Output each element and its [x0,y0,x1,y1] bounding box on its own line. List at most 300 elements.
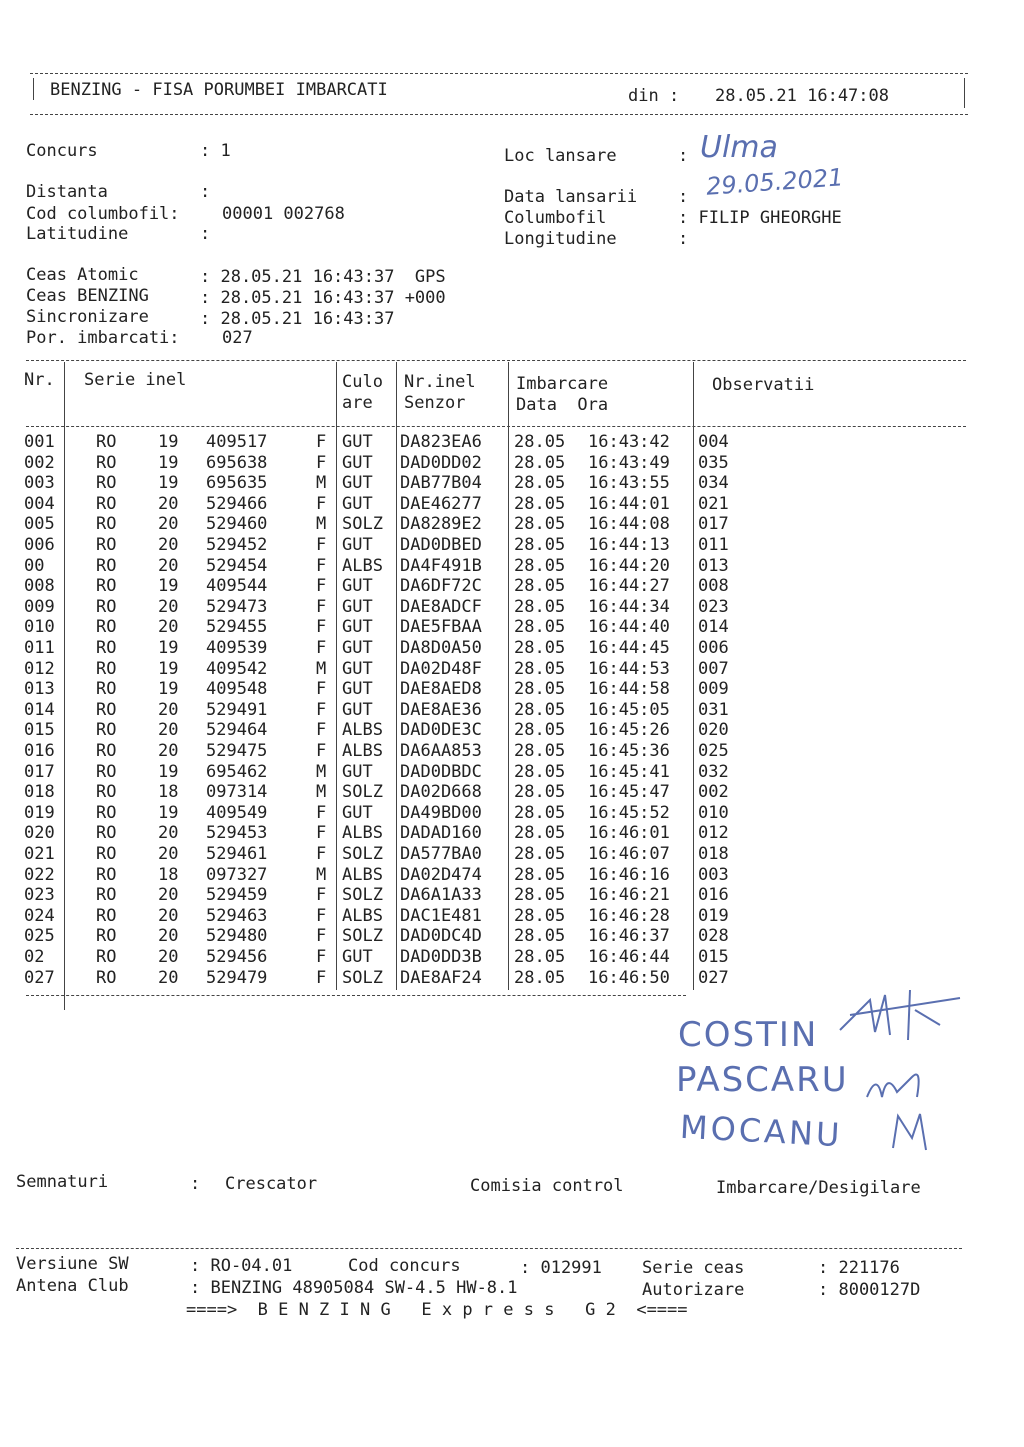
cell-culoare: SOLZ [342,514,383,535]
cell-inel: 529452 [206,535,268,555]
cell-observatii: 027 [698,967,729,988]
cell-culoare: GUT [342,658,373,679]
cell-culoare: SOLZ [342,926,383,947]
cell-ora: 16:46:28 [588,905,670,926]
cell-inel: 529459 [206,885,268,906]
loc-lansare-handwritten: Ulma [700,130,778,165]
sincronizare-value: : 28.05.21 16:43:37 [200,309,395,329]
cell-an: 19 [158,473,179,494]
cell-sex: M [316,658,327,679]
signature-scribble-2 [862,1062,942,1112]
header-left-border [33,78,34,100]
cell-nr: 009 [24,596,55,617]
cell-sex: F [316,596,327,617]
cell-ora: 16:45:52 [588,802,670,823]
cell-inel: 529480 [206,926,268,947]
cell-nr: 001 [24,432,55,452]
cell-data: 28.05 [514,885,566,906]
cell-observatii: 019 [698,905,729,926]
table-row [0,556,1024,576]
cell-observatii: 031 [698,699,729,720]
cell-sex: M [316,473,327,494]
cell-an: 20 [158,596,179,617]
cell-sex: M [316,514,327,535]
cell-an: 20 [158,947,179,967]
cell-tara: RO [96,555,117,576]
cell-sex: F [316,452,327,473]
cell-sex: F [316,493,327,514]
concurs-value: : 1 [200,141,231,161]
cell-senzor: DAD0DD02 [400,452,482,473]
cell-tara: RO [96,617,117,638]
cell-data: 28.05 [514,473,566,494]
col-header-senzor-1: Nr.inel [404,372,476,392]
cell-data: 28.05 [514,761,566,782]
cell-senzor: DA6AA853 [400,741,482,761]
cell-ora: 16:45:26 [588,720,670,741]
col-header-nr: Nr. [24,370,55,390]
cell-an: 20 [158,514,179,535]
serie-ceas-label: Serie ceas [642,1258,745,1278]
cell-an: 20 [158,741,179,761]
distanta-value: : [200,182,211,202]
semnatura-comisia: Comisia control [470,1176,624,1196]
cell-ora: 16:44:58 [588,679,670,700]
columbofil-label: Columbofil [504,208,607,228]
cod-concurs-label: Cod concurs [348,1256,461,1276]
cell-culoare: GUT [342,679,373,700]
cell-data: 28.05 [514,493,566,514]
cell-tara: RO [96,493,117,514]
cod-columbofil-label: Cod columbofil: [26,204,180,224]
cell-sex: F [316,967,327,988]
semnaturi-colon: : [190,1174,201,1194]
cell-data: 28.05 [514,864,566,885]
cell-data: 28.05 [514,596,566,617]
antena-club-label: Antena Club [16,1276,129,1296]
cell-culoare: ALBS [342,720,383,741]
cell-senzor: DA02D668 [400,782,482,803]
cell-senzor: DADAD160 [400,823,482,844]
cell-nr: 005 [24,514,55,535]
cell-culoare: SOLZ [342,885,383,906]
cell-an: 19 [158,658,179,679]
cell-an: 19 [158,802,179,823]
cell-an: 20 [158,493,179,514]
ceas-atomic-value: : 28.05.21 16:43:37 GPS [200,267,446,287]
table-row [0,823,1024,843]
cell-culoare: GUT [342,535,373,555]
cell-an: 19 [158,452,179,473]
din-value: 28.05.21 16:47:08 [715,86,889,106]
serie-ceas-value: : 221176 [818,1258,900,1278]
page-title: BENZING - FISA PORUMBEI IMBARCATI [50,80,388,100]
cell-inel: 529491 [206,699,268,720]
latitudine-label: Latitudine [26,224,129,244]
cell-senzor: DAE46277 [400,493,482,514]
cell-an: 20 [158,926,179,947]
cell-observatii: 014 [698,617,729,638]
cell-ora: 16:44:20 [588,555,670,576]
cell-observatii: 023 [698,596,729,617]
cell-culoare: GUT [342,576,373,597]
cell-nr: 010 [24,617,55,638]
cell-culoare: GUT [342,493,373,514]
cell-sex: F [316,802,327,823]
cell-tara: RO [96,658,117,679]
cell-ora: 16:44:34 [588,596,670,617]
cell-inel: 409544 [206,576,268,597]
cell-observatii: 007 [698,658,729,679]
table-row [0,741,1024,761]
cell-observatii: 020 [698,720,729,741]
cell-senzor: DAE8AE36 [400,699,482,720]
cell-senzor: DA02D474 [400,864,482,885]
cell-tara: RO [96,947,117,967]
cell-tara: RO [96,679,117,700]
cell-senzor: DA823EA6 [400,432,482,452]
cell-observatii: 013 [698,555,729,576]
table-row [0,865,1024,885]
cell-an: 18 [158,864,179,885]
cell-data: 28.05 [514,720,566,741]
table-bottom-rule [26,995,686,996]
cell-data: 28.05 [514,432,566,452]
cell-tara: RO [96,802,117,823]
cell-tara: RO [96,432,117,452]
cell-tara: RO [96,823,117,844]
table-header-rule [26,426,966,427]
table-row [0,494,1024,514]
cell-culoare: ALBS [342,905,383,926]
table-row [0,679,1024,699]
cell-inel: 529455 [206,617,268,638]
cell-nr: 022 [24,864,55,885]
cell-tara: RO [96,926,117,947]
cell-sex: F [316,741,327,761]
header-bottom-rule [30,114,968,115]
table-row [0,514,1024,534]
cell-culoare: GUT [342,638,373,658]
header-top-rule [30,73,968,74]
table-row [0,720,1024,740]
cell-inel: 529473 [206,596,268,617]
cell-inel: 529464 [206,720,268,741]
cell-culoare: ALBS [342,741,383,761]
cell-an: 20 [158,844,179,864]
cell-senzor: DAD0DC4D [400,926,482,947]
cell-senzor: DA8D0A50 [400,638,482,658]
cell-tara: RO [96,473,117,494]
cell-senzor: DAE8AED8 [400,679,482,700]
cell-nr: 004 [24,493,55,514]
antena-club-value: : BENZING 48905084 SW-4.5 HW-8.1 [190,1278,518,1298]
cell-data: 28.05 [514,844,566,864]
cell-nr: 00 [24,555,45,576]
cell-inel: 695462 [206,761,268,782]
cod-columbofil-value: 00001 002768 [222,204,345,224]
cell-observatii: 008 [698,576,729,597]
cell-an: 19 [158,638,179,658]
cell-an: 19 [158,679,179,700]
autorizare-value: : 8000127D [818,1280,921,1300]
cell-sex: F [316,617,327,638]
cell-data: 28.05 [514,947,566,967]
cell-culoare: GUT [342,802,373,823]
table-row [0,947,1024,967]
cell-ora: 16:44:40 [588,617,670,638]
table-row [0,926,1024,946]
columbofil-value: : FILIP GHEORGHE [678,208,842,228]
cell-an: 19 [158,432,179,452]
table-row [0,803,1024,823]
signature-scribble-1 [830,970,970,1050]
longitudine-value: : [678,229,689,249]
cell-data: 28.05 [514,514,566,535]
cell-nr: 016 [24,741,55,761]
cell-an: 20 [158,823,179,844]
cell-data: 28.05 [514,555,566,576]
cell-culoare: ALBS [342,864,383,885]
cell-ora: 16:44:13 [588,535,670,555]
cell-culoare: GUT [342,452,373,473]
cell-tara: RO [96,720,117,741]
cell-culoare: GUT [342,473,373,494]
cell-observatii: 034 [698,473,729,494]
cell-observatii: 017 [698,514,729,535]
cell-sex: F [316,926,327,947]
cell-an: 20 [158,967,179,988]
cell-senzor: DA6A1A33 [400,885,482,906]
cell-senzor: DAD0DD3B [400,947,482,967]
cell-ora: 16:44:01 [588,493,670,514]
cell-ora: 16:43:55 [588,473,670,494]
latitudine-value: : [200,224,211,244]
cell-ora: 16:44:27 [588,576,670,597]
cell-tara: RO [96,905,117,926]
cell-an: 19 [158,761,179,782]
cell-senzor: DAC1E481 [400,905,482,926]
cell-nr: 020 [24,823,55,844]
cell-nr: 011 [24,638,55,658]
data-lansarii-label: Data lansarii [504,187,638,207]
cell-observatii: 035 [698,452,729,473]
cell-an: 20 [158,720,179,741]
cell-an: 20 [158,885,179,906]
cell-ora: 16:44:45 [588,638,670,658]
cell-tara: RO [96,535,117,555]
table-row [0,597,1024,617]
cell-data: 28.05 [514,576,566,597]
semnaturi-label: Semnaturi [16,1172,109,1192]
cell-nr: 021 [24,844,55,864]
cell-sex: F [316,535,327,555]
cell-sex: F [316,576,327,597]
cell-observatii: 009 [698,679,729,700]
cell-culoare: ALBS [342,555,383,576]
cell-sex: M [316,864,327,885]
cell-an: 20 [158,555,179,576]
cell-sex: F [316,638,327,658]
table-row [0,844,1024,864]
table-row [0,617,1024,637]
cell-culoare: GUT [342,761,373,782]
cell-tara: RO [96,844,117,864]
cell-senzor: DA577BA0 [400,844,482,864]
cell-nr: 008 [24,576,55,597]
longitudine-label: Longitudine [504,229,617,249]
table-top-rule [26,360,966,361]
col-header-imbarcare-1: Imbarcare [516,374,609,394]
cell-tara: RO [96,761,117,782]
cell-sex: F [316,679,327,700]
cell-senzor: DAE8AF24 [400,967,482,988]
signature-scribble-3 [888,1108,938,1158]
concurs-label: Concurs [26,141,98,161]
cell-observatii: 003 [698,864,729,885]
col-header-imbarcare-2: Data Ora [516,395,609,415]
table-row [0,535,1024,555]
cell-data: 28.05 [514,926,566,947]
cell-inel: 529456 [206,947,268,967]
cell-senzor: DA49BD00 [400,802,482,823]
cell-inel: 409539 [206,638,268,658]
cell-tara: RO [96,741,117,761]
versiune-label: Versiune SW [16,1254,129,1274]
cell-observatii: 018 [698,844,729,864]
cell-ora: 16:43:42 [588,432,670,452]
cell-ora: 16:46:21 [588,885,670,906]
footer-top-rule [16,1248,962,1249]
cell-inel: 529479 [206,967,268,988]
cell-data: 28.05 [514,535,566,555]
handwritten-name-3: MOCANU [679,1107,844,1155]
cell-sex: F [316,432,327,452]
cell-senzor: DAD0DE3C [400,720,482,741]
cell-data: 28.05 [514,658,566,679]
cell-data: 28.05 [514,967,566,988]
table-row [0,453,1024,473]
col-header-culoare-2: are [342,393,373,413]
table-row [0,473,1024,493]
cell-nr: 002 [24,452,55,473]
cell-tara: RO [96,638,117,658]
cell-ora: 16:46:07 [588,844,670,864]
table-row [0,576,1024,596]
cell-culoare: GUT [342,617,373,638]
header-right-border [964,78,965,108]
cell-senzor: DA8289E2 [400,514,482,535]
cell-data: 28.05 [514,823,566,844]
table-row [0,700,1024,720]
cell-data: 28.05 [514,638,566,658]
cell-tara: RO [96,782,117,803]
cell-senzor: DAE8ADCF [400,596,482,617]
cell-ora: 16:44:08 [588,514,670,535]
handwritten-name-1: COSTIN [678,1015,819,1055]
cell-senzor: DAB77B04 [400,473,482,494]
cell-an: 20 [158,617,179,638]
cell-ora: 16:45:47 [588,782,670,803]
cell-sex: F [316,699,327,720]
cell-tara: RO [96,967,117,988]
table-row [0,659,1024,679]
cell-data: 28.05 [514,452,566,473]
ceas-atomic-label: Ceas Atomic [26,265,139,285]
cell-data: 28.05 [514,905,566,926]
loc-lansare-colon: : [678,146,689,166]
cell-observatii: 021 [698,493,729,514]
semnatura-imbarcare: Imbarcare/Desigilare [716,1178,921,1198]
cell-an: 19 [158,576,179,597]
handwritten-name-2: PASCARU [676,1060,849,1100]
por-imbarcati-value: 027 [222,328,253,348]
cell-culoare: ALBS [342,823,383,844]
cell-sex: F [316,905,327,926]
cell-inel: 695638 [206,452,268,473]
cell-inel: 529463 [206,905,268,926]
cell-data: 28.05 [514,617,566,638]
cell-nr: 003 [24,473,55,494]
cell-ora: 16:43:49 [588,452,670,473]
cell-tara: RO [96,452,117,473]
cell-sex: F [316,823,327,844]
cell-inel: 695635 [206,473,268,494]
cell-data: 28.05 [514,679,566,700]
cell-nr: 012 [24,658,55,679]
cell-nr: 013 [24,679,55,700]
ceas-benzing-label: Ceas BENZING [26,286,149,306]
cell-an: 18 [158,782,179,803]
cell-tara: RO [96,576,117,597]
cell-nr: 023 [24,885,55,906]
cell-inel: 409517 [206,432,268,452]
cell-culoare: SOLZ [342,844,383,864]
data-lansarii-handwritten: 29.05.2021 [705,163,845,201]
cell-inel: 529454 [206,555,268,576]
cell-observatii: 025 [698,741,729,761]
table-row [0,906,1024,926]
sincronizare-label: Sincronizare [26,307,149,327]
por-imbarcati-label: Por. imbarcati: [26,328,180,348]
ceas-benzing-value: : 28.05.21 16:43:37 +000 [200,288,446,308]
cell-inel: 409549 [206,802,268,823]
cell-tara: RO [96,699,117,720]
cell-ora: 16:44:53 [588,658,670,679]
cell-culoare: GUT [342,947,373,967]
cell-observatii: 002 [698,782,729,803]
cell-nr: 02 [24,947,45,967]
cell-senzor: DAE5FBAA [400,617,482,638]
cell-ora: 16:46:44 [588,947,670,967]
cell-sex: F [316,885,327,906]
col-header-culoare-1: Culo [342,372,383,392]
cell-inel: 097314 [206,782,268,803]
cell-inel: 529461 [206,844,268,864]
cell-data: 28.05 [514,741,566,761]
cell-tara: RO [96,514,117,535]
cell-nr: 024 [24,905,55,926]
cod-concurs-value: : 012991 [520,1258,602,1278]
cell-inel: 529466 [206,493,268,514]
cell-nr: 018 [24,782,55,803]
cell-observatii: 004 [698,432,729,452]
table-row [0,782,1024,802]
cell-an: 20 [158,535,179,555]
cell-ora: 16:45:05 [588,699,670,720]
cell-ora: 16:46:50 [588,967,670,988]
autorizare-label: Autorizare [642,1280,745,1300]
